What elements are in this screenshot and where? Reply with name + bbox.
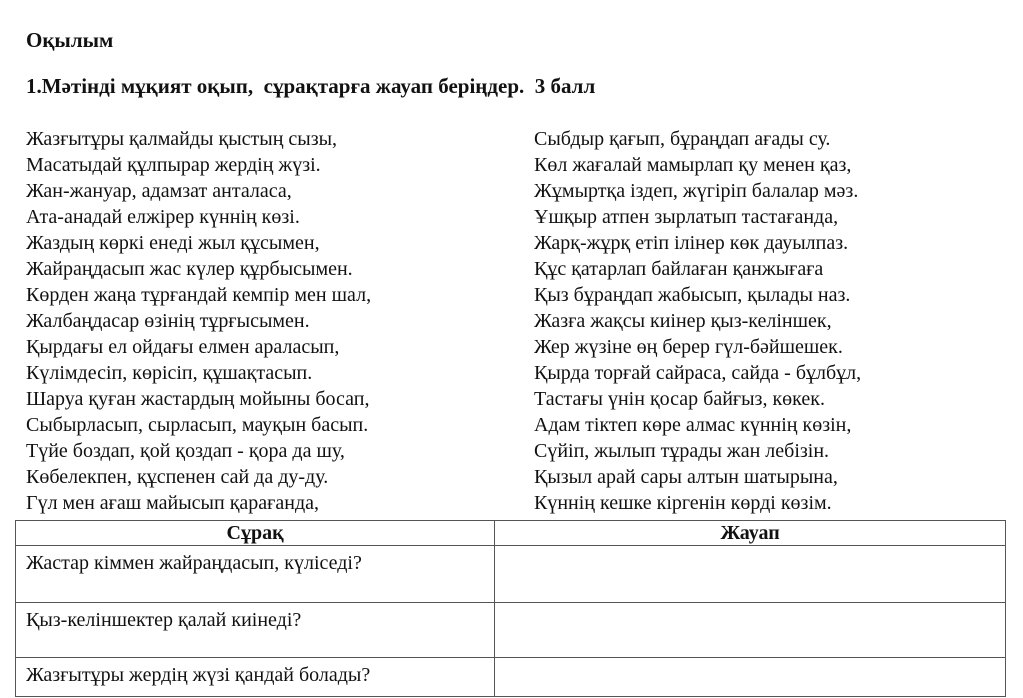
question-answer-table	[15, 520, 1006, 697]
poem-line: Күннің кешке кіргенін көрді көзім.	[534, 492, 832, 514]
poem-line: Қызыл арай сары алтын шатырына,	[534, 466, 838, 488]
poem-line: Қырдағы ел ойдағы елмен араласып,	[26, 336, 340, 358]
answer-cell[interactable]	[495, 658, 1006, 697]
table-row	[16, 546, 1006, 603]
question-cell: Қыз-келіншектер қалай киінеді?	[16, 603, 495, 658]
poem-line: Адам тіктеп көре алмас күннің көзін,	[534, 414, 852, 436]
poem-line: Көрден жаңа тұрғандай кемпір мен шал,	[26, 284, 372, 306]
question-cell: Жастар кіммен жайраңдасып, күліседі?	[16, 546, 495, 603]
poem-right-column	[534, 126, 861, 516]
poem-line: Гүл мен ағаш майысып қарағанда,	[26, 492, 319, 514]
poem-line: Сыбдыр қағып, бұраңдап ағады су.	[534, 128, 831, 150]
poem-line: Масатыдай құлпырар жердің жүзі.	[26, 154, 321, 176]
question-cell: Жазғытұры жердің жүзі қандай болады?	[16, 658, 495, 697]
poem-line: Шаруа қуған жастардың мойыны босап,	[26, 388, 370, 410]
poem-line: Жан-жануар, адамзат анталаса,	[26, 180, 292, 202]
answer-cell[interactable]	[495, 546, 1006, 603]
poem-line: Жазғытұры қалмайды қыстың сызы,	[26, 128, 338, 150]
poem-line: Күлімдесіп, көрісіп, құшақтасып.	[26, 362, 313, 384]
poem-line: Түйе боздап, қой қоздап - қора да шу,	[26, 440, 345, 462]
poem-line: Құс қатарлап байлаған қанжығаға	[534, 258, 824, 280]
poem-line: Сүйіп, жылып тұрады жан лебізін.	[534, 440, 830, 462]
poem-line: Жайраңдасып жас күлер құрбысымен.	[26, 258, 353, 280]
table-header-row	[16, 521, 1006, 546]
poem-left-column	[26, 126, 371, 516]
poem-line: Көбелекпен, құспенен сай да ду-ду.	[26, 466, 329, 488]
poem-line: Жарқ-жұрқ етіп ілінер көк дауылпаз.	[534, 232, 849, 254]
poem-line: Көл жағалай мамырлап қу менен қаз,	[534, 154, 852, 176]
poem-line: Қырда торғай сайраса, сайда - бұлбұл,	[534, 362, 862, 384]
question-column-header: Сұрақ	[16, 521, 495, 546]
poem-line: Тастағы үнін қосар байғыз, көкек.	[534, 388, 825, 410]
poem-line: Жұмыртқа іздеп, жүгіріп балалар мәз.	[534, 180, 859, 202]
section-heading: Оқылым	[26, 28, 114, 52]
poem-line: Қыз бұраңдап жабысып, қылады наз.	[534, 284, 851, 306]
answer-column-header: Жауап	[495, 521, 1006, 546]
answer-cell[interactable]	[495, 603, 1006, 658]
task-instruction: 1.Мәтінді мұқият оқып, сұрақтарға жауап беріңдер. 3 балл	[26, 74, 596, 98]
poem-line: Жазға жақсы киінер қыз-келіншек,	[534, 310, 832, 332]
table-row	[16, 603, 1006, 658]
table-row	[16, 658, 1006, 697]
poem-line: Ұшқыр атпен зырлатып тастағанда,	[534, 206, 839, 228]
poem-line: Жаздың көркі енеді жыл құсымен,	[26, 232, 320, 254]
poem-line: Сыбырласып, сырласып, мауқын басып.	[26, 414, 369, 436]
poem-line: Жалбаңдасар өзінің тұрғысымен.	[26, 310, 310, 332]
poem-line: Ата-анадай елжірер күннің көзі.	[26, 206, 300, 228]
poem-line: Жер жүзіне өң берер гүл-бәйшешек.	[534, 336, 843, 358]
